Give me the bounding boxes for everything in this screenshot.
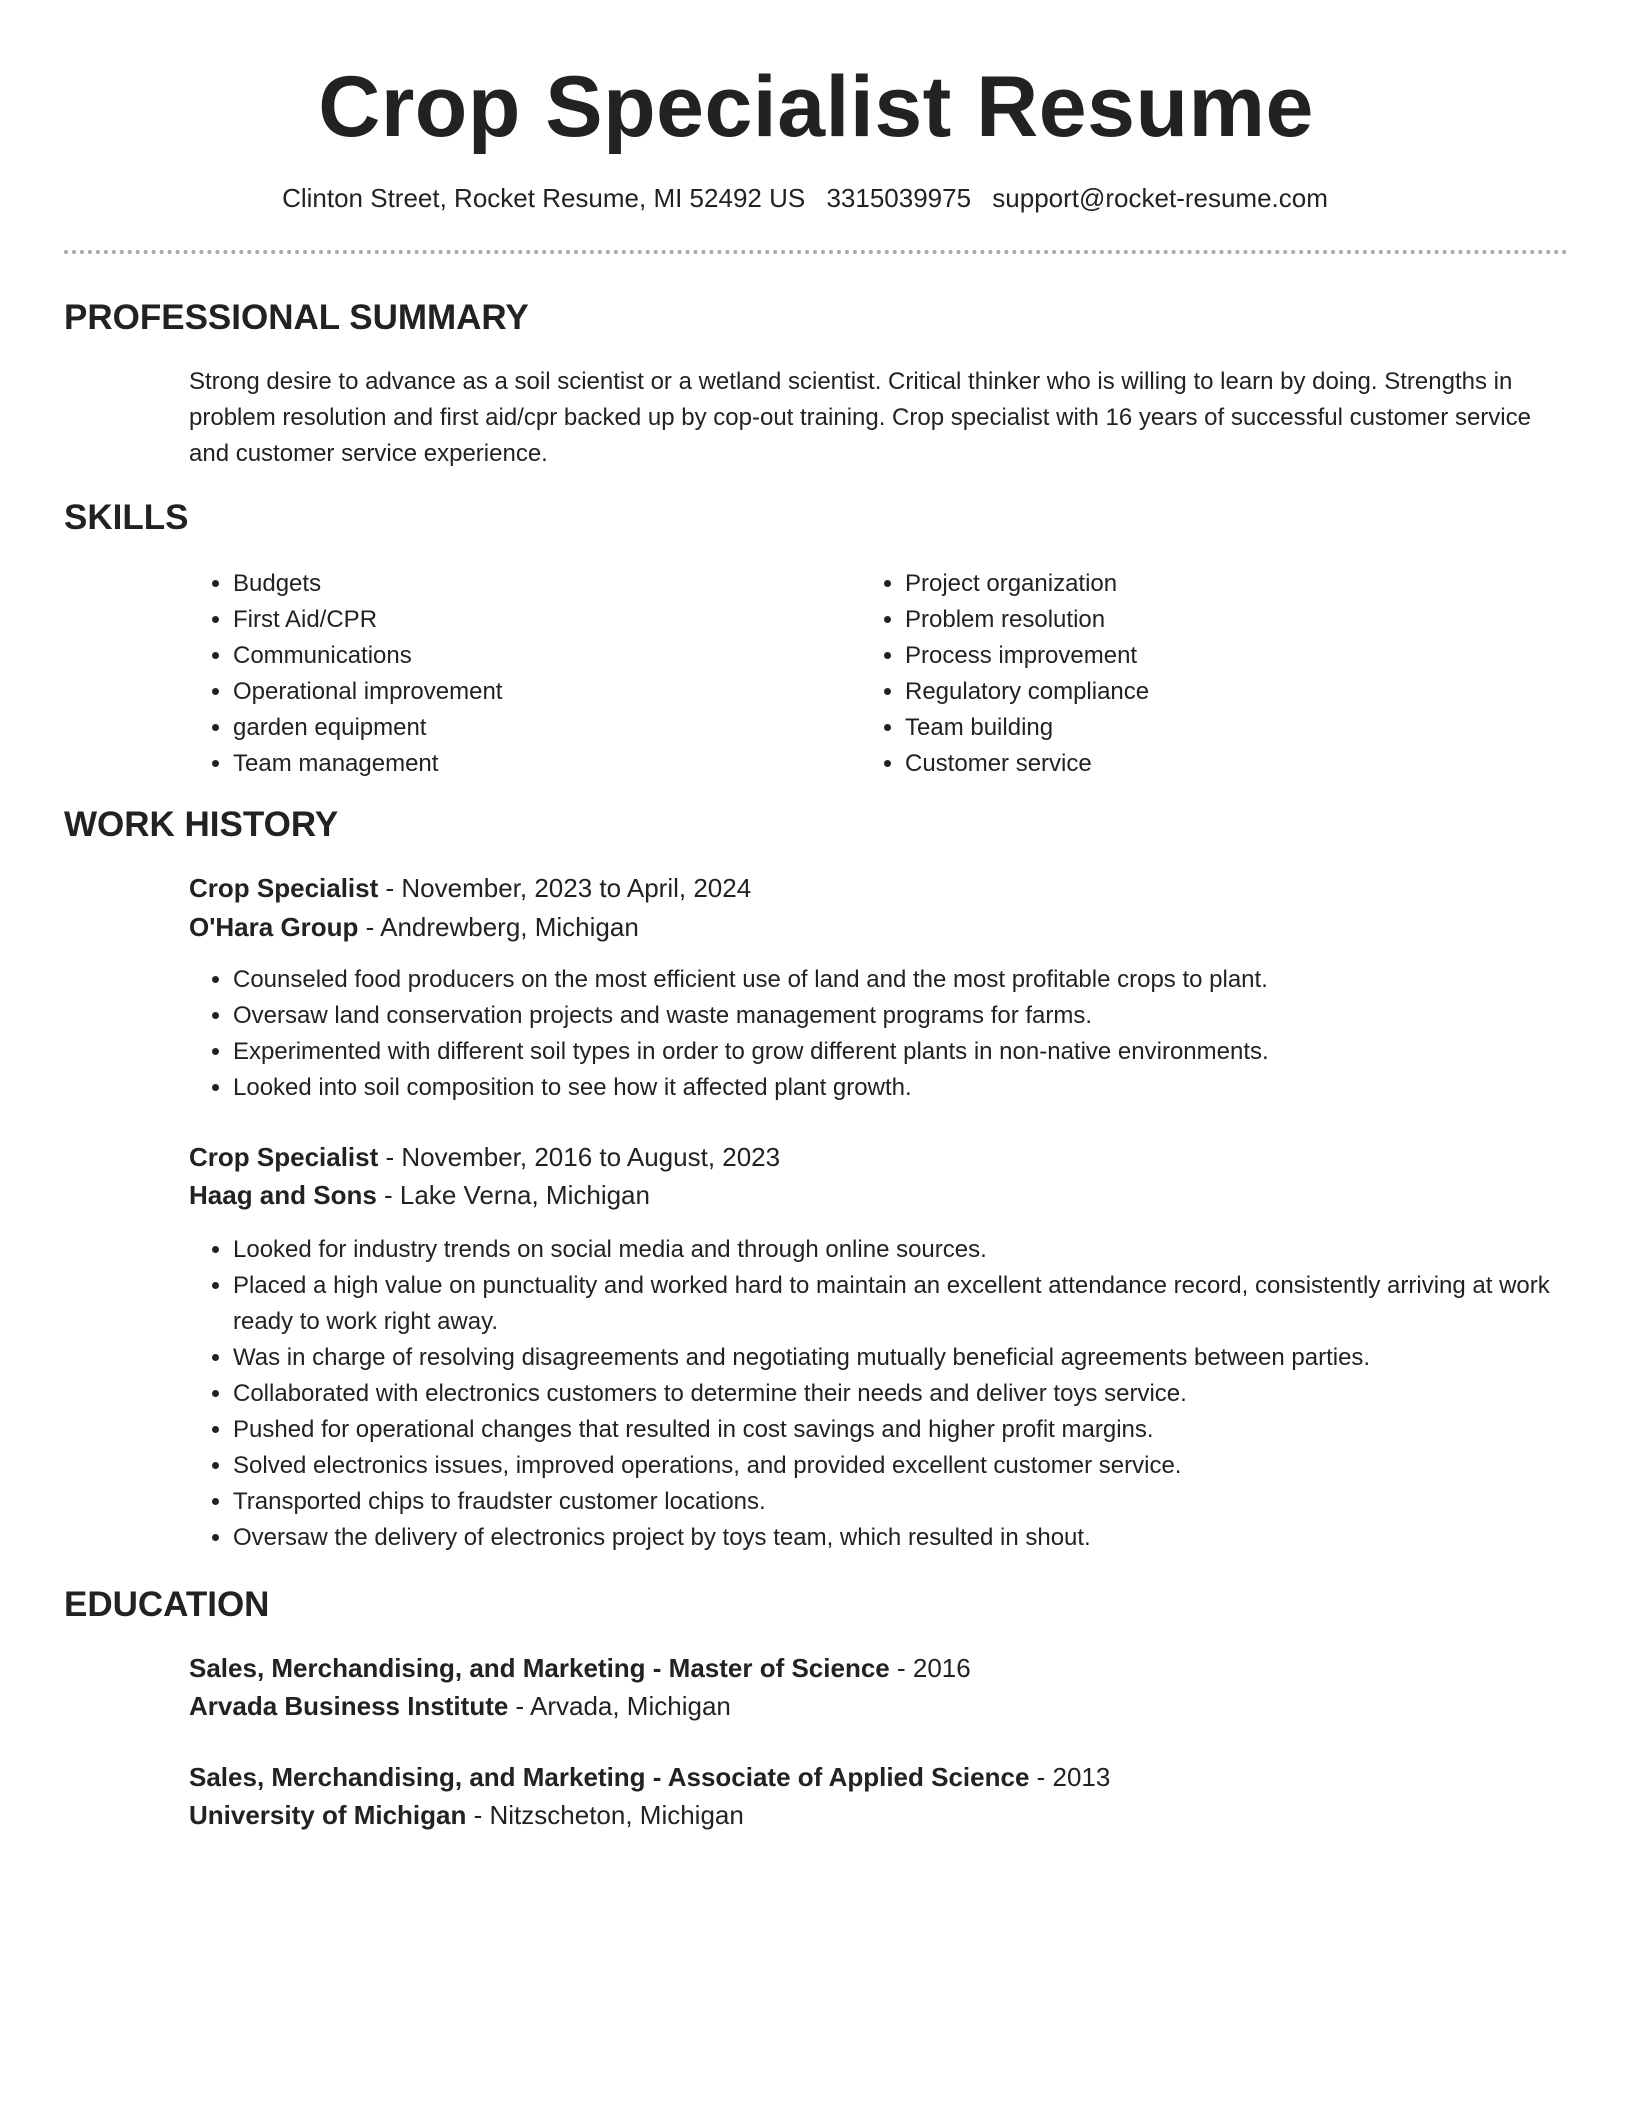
skill-item: • Budgets xyxy=(233,566,502,602)
job-bullet: • Was in charge of resolving disagreements and negotiating mutually beneficial agreements between parties. xyxy=(233,1340,1613,1376)
summary-text: Strong desire to advance as a soil scientist or a wetland scientist. Critical thinker who is willing to learn by doing. Strengths in problem resolution and first aid/cpr backed up by cop-out training. Crop specialist with 16 years of successful customer service and customer service experience. xyxy=(189,368,1531,467)
work-heading: WORK HISTORY xyxy=(64,805,339,844)
job-location: - Andrewberg, Michigan xyxy=(358,912,639,942)
job-bullet: • Transported chips to fraudster customer locations. xyxy=(233,1484,1613,1520)
education-year: - 2013 xyxy=(1029,1762,1111,1792)
skill-item: • Operational improvement xyxy=(233,674,502,710)
job-dates: - November, 2023 to April, 2024 xyxy=(378,873,752,903)
skill-item: • Team management xyxy=(233,746,502,782)
job-bullets xyxy=(189,962,1613,1106)
job-bullet: • Placed a high value on punctuality and worked hard to maintain an excellent attendance record, consistently arriving at work ready to work right away. xyxy=(233,1268,1613,1340)
job-company-line xyxy=(189,1176,650,1214)
skill-item: • Project organization xyxy=(905,566,1149,602)
job-bullet: • Looked for industry trends on social media and through online sources. xyxy=(233,1232,1613,1268)
job-dates: - November, 2016 to August, 2023 xyxy=(378,1142,781,1172)
summary-heading: PROFESSIONAL SUMMARY xyxy=(64,298,529,337)
education-school-line xyxy=(189,1796,744,1834)
contact-line xyxy=(0,180,1610,216)
skill-item: • Customer service xyxy=(905,746,1149,782)
job-company-line xyxy=(189,908,639,946)
education-year: - 2016 xyxy=(889,1653,971,1683)
skills-list-right xyxy=(861,566,1149,782)
contact-address: Clinton Street, Rocket Resume, MI 52492 US xyxy=(282,183,806,213)
contact-email: support@rocket-resume.com xyxy=(992,183,1328,213)
job-bullet: • Oversaw the delivery of electronics project by toys team, which resulted in shout. xyxy=(233,1520,1613,1556)
job-bullet: • Oversaw land conservation projects and waste management programs for farms. xyxy=(233,998,1613,1034)
header-divider xyxy=(64,250,1568,254)
job-company: Haag and Sons xyxy=(189,1180,377,1210)
job-bullet: • Looked into soil composition to see how it affected plant growth. xyxy=(233,1070,1613,1106)
skills-list-left xyxy=(189,566,502,782)
job-title: Crop Specialist xyxy=(189,1142,379,1172)
skill-item: • Team building xyxy=(905,710,1149,746)
job-bullet: • Pushed for operational changes that resulted in cost savings and higher profit margins. xyxy=(233,1412,1613,1448)
education-location: - Nitzscheton, Michigan xyxy=(466,1800,744,1830)
skill-item: • Process improvement xyxy=(905,638,1149,674)
skill-item: • Regulatory compliance xyxy=(905,674,1149,710)
job-bullet: • Collaborated with electronics customers to determine their needs and deliver toys service. xyxy=(233,1376,1613,1412)
education-heading: EDUCATION xyxy=(64,1585,270,1624)
resume-title: Crop Specialist Resume xyxy=(318,59,1314,155)
job-title-line xyxy=(189,1138,780,1176)
skill-item: • First Aid/CPR xyxy=(233,602,502,638)
education-degree: Sales, Merchandising, and Marketing - Master of Science xyxy=(189,1653,890,1683)
job-bullet: • Experimented with different soil types in order to grow different plants in non-native environments. xyxy=(233,1034,1613,1070)
job-bullet: • Counseled food producers on the most efficient use of land and the most profitable crops to plant. xyxy=(233,962,1613,998)
job-company: O'Hara Group xyxy=(189,912,359,942)
job-bullet: • Solved electronics issues, improved operations, and provided excellent customer service. xyxy=(233,1448,1613,1484)
skills-heading: SKILLS xyxy=(64,498,189,537)
skill-item: • Problem resolution xyxy=(905,602,1149,638)
education-school: Arvada Business Institute xyxy=(189,1691,509,1721)
job-location: - Lake Verna, Michigan xyxy=(376,1180,650,1210)
education-school: University of Michigan xyxy=(189,1800,467,1830)
job-bullets xyxy=(189,1232,1613,1556)
skill-item: • Communications xyxy=(233,638,502,674)
education-degree-line xyxy=(189,1649,971,1687)
education-degree-line xyxy=(189,1758,1110,1796)
job-title: Crop Specialist xyxy=(189,873,379,903)
education-degree: Sales, Merchandising, and Marketing - Associate of Applied Science xyxy=(189,1762,1030,1792)
job-title-line xyxy=(189,869,751,907)
skill-item: • garden equipment xyxy=(233,710,502,746)
contact-phone: 3315039975 xyxy=(826,183,972,213)
education-school-line xyxy=(189,1687,731,1725)
education-location: - Arvada, Michigan xyxy=(508,1691,731,1721)
